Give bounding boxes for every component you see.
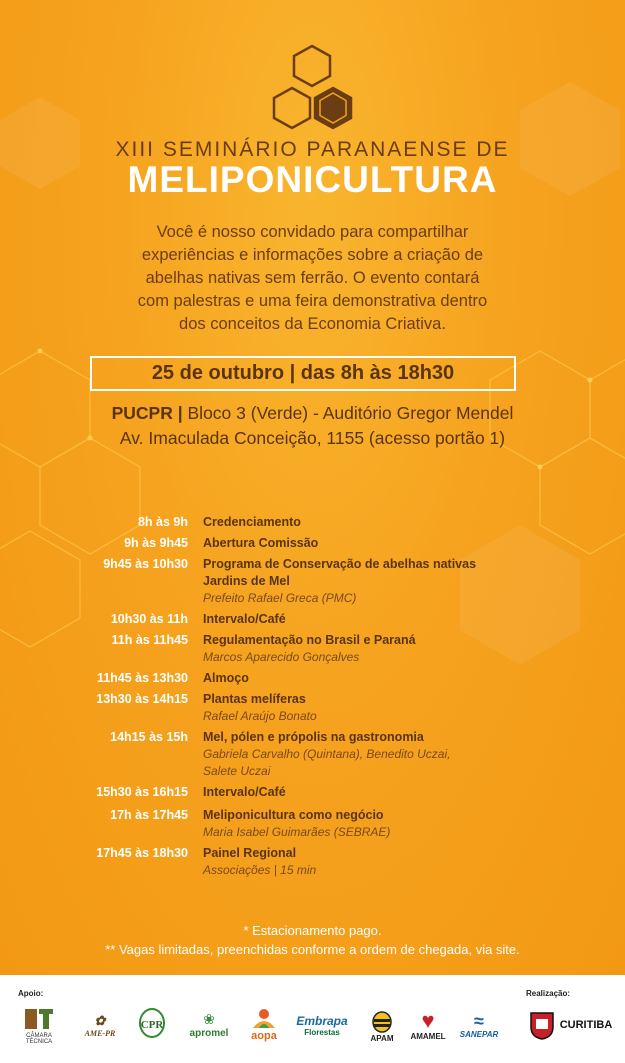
embrapa-logo: Embrapa Florestas (296, 1013, 348, 1037)
ame-pr-logo: ✿ AME-PR (84, 1012, 116, 1038)
schedule-title: Intervalo/Café (203, 785, 286, 799)
aopa-icon (249, 1008, 279, 1030)
venue-line-1 (0, 401, 625, 426)
drop-icon: ≈ (474, 1010, 484, 1031)
schedule-time: 17h45 às 18h30 (96, 846, 188, 860)
vacancy-note: ** Vagas limitadas, preenchidas conforme a ordem de chegada, via site. (105, 942, 520, 957)
intro-line: experiências e informações sobre a criação de (141, 246, 484, 264)
aopa-logo: aopa (242, 1003, 286, 1047)
camara-tecnica-logo: CÂMARA TÉCNICA (14, 1003, 64, 1047)
intro-line: dos conceitos da Economia Criativa. (179, 315, 446, 333)
schedule-item (0, 670, 625, 687)
schedule-speaker: Maria Isabel Guimarães (SEBRAE) (203, 825, 391, 839)
bee-icon (369, 1008, 395, 1034)
parking-note: * Estacionamento pago. (243, 923, 382, 938)
event-date: 25 de outubro | das 8h às 18h30 (151, 362, 455, 384)
leaf-icon (137, 1007, 167, 1043)
schedule-title: Mel, pólen e própolis na gastronomia (203, 730, 424, 744)
schedule-speaker: Marcos Aparecido Gonçalves (203, 650, 360, 664)
cpr-logo (132, 1003, 172, 1047)
heart-icon: ♥ (421, 1007, 435, 1033)
schedule-title: Plantas melíferas (203, 692, 306, 706)
schedule-title: Regulamentação no Brasil e Paraná (203, 633, 416, 647)
schedule-title: Abertura Comissão (203, 536, 319, 550)
schedule-time: 14h15 às 15h (110, 730, 188, 744)
schedule-title: Programa de Conservação de abelhas nativas (203, 557, 477, 571)
schedule-item (0, 514, 625, 531)
schedule-title: Meliponicultura como negócio (203, 808, 384, 822)
schedule-time: 10h30 às 11h (110, 612, 188, 626)
schedule-speaker: Rafael Araújo Bonato (203, 709, 317, 723)
apromel-icon: ❀ (203, 1011, 215, 1027)
schedule-title: Jardins de Mel (203, 574, 290, 588)
venue-info (0, 401, 625, 451)
sanepar-logo: ≈ SANEPAR (459, 1010, 499, 1039)
venue-name: PUCPR | (111, 403, 183, 423)
ct-icon (24, 1005, 54, 1033)
apam-logo: APAM (364, 1003, 400, 1047)
apoio-label: Apoio: (18, 989, 44, 998)
schedule-time: 9h45 às 10h30 (103, 557, 188, 571)
title-subheading: XIII SEMINÁRIO PARANAENSE DE (115, 138, 510, 161)
honeycomb-logo-icon (262, 42, 362, 137)
schedule-list (0, 514, 625, 883)
schedule-item (0, 784, 625, 801)
curitiba-crest-icon (528, 1010, 556, 1040)
schedule-speaker: Salete Uczai (203, 764, 271, 778)
schedule-item (0, 611, 625, 628)
schedule-speaker: Gabriela Carvalho (Quintana), Benedito Uczai, (203, 747, 451, 761)
schedule-time: 15h30 às 16h15 (96, 785, 188, 799)
schedule-item (0, 729, 625, 780)
schedule-item (0, 556, 625, 607)
date-box (90, 356, 516, 391)
schedule-item (0, 807, 625, 841)
schedule-time: 17h às 17h45 (110, 808, 188, 822)
schedule-time: 13h30 às 14h15 (96, 692, 188, 706)
schedule-speaker: Associações | 15 min (203, 863, 317, 877)
footnotes (0, 921, 625, 959)
apromel-logo: ❀ apromel (189, 1011, 229, 1039)
svg-text:CPR: CPR (140, 1019, 164, 1031)
realizacao-label: Realização: (526, 989, 571, 998)
venue-room: Bloco 3 (Verde) - Auditório Gregor Mendel (182, 403, 514, 423)
curitiba-logo: CURITIBA (524, 1003, 616, 1047)
title-main: MELIPONICULTURA (127, 159, 498, 200)
bee-icon: ✿ (94, 1012, 106, 1028)
schedule-speaker: Prefeito Rafael Greca (PMC) (203, 591, 357, 605)
intro-paragraph (100, 221, 525, 336)
schedule-title: Almoço (203, 671, 249, 685)
schedule-item (0, 691, 625, 725)
sponsor-footer (0, 975, 625, 1063)
schedule-time: 11h às 11h45 (111, 633, 188, 647)
venue-address: Av. Imaculada Conceição, 1155 (acesso portão 1) (119, 428, 506, 448)
schedule-title: Intervalo/Café (203, 612, 286, 626)
intro-line: abelhas nativas sem ferrão. O evento contará (145, 269, 480, 287)
schedule-title: Credenciamento (203, 515, 301, 529)
intro-line: Você é nosso convidado para compartilhar (156, 223, 469, 241)
schedule-time: 9h às 9h45 (124, 536, 188, 550)
schedule-item (0, 535, 625, 552)
schedule-time: 8h às 9h (137, 515, 188, 529)
schedule-title: Painel Regional (203, 846, 297, 860)
intro-line: com palestras e uma feira demonstrativa dentro (137, 292, 488, 310)
schedule-item (0, 845, 625, 879)
schedule-item (0, 632, 625, 666)
amamel-logo: ♥ AMAMEL (410, 1007, 446, 1041)
schedule-time: 11h45 às 13h30 (96, 671, 188, 685)
